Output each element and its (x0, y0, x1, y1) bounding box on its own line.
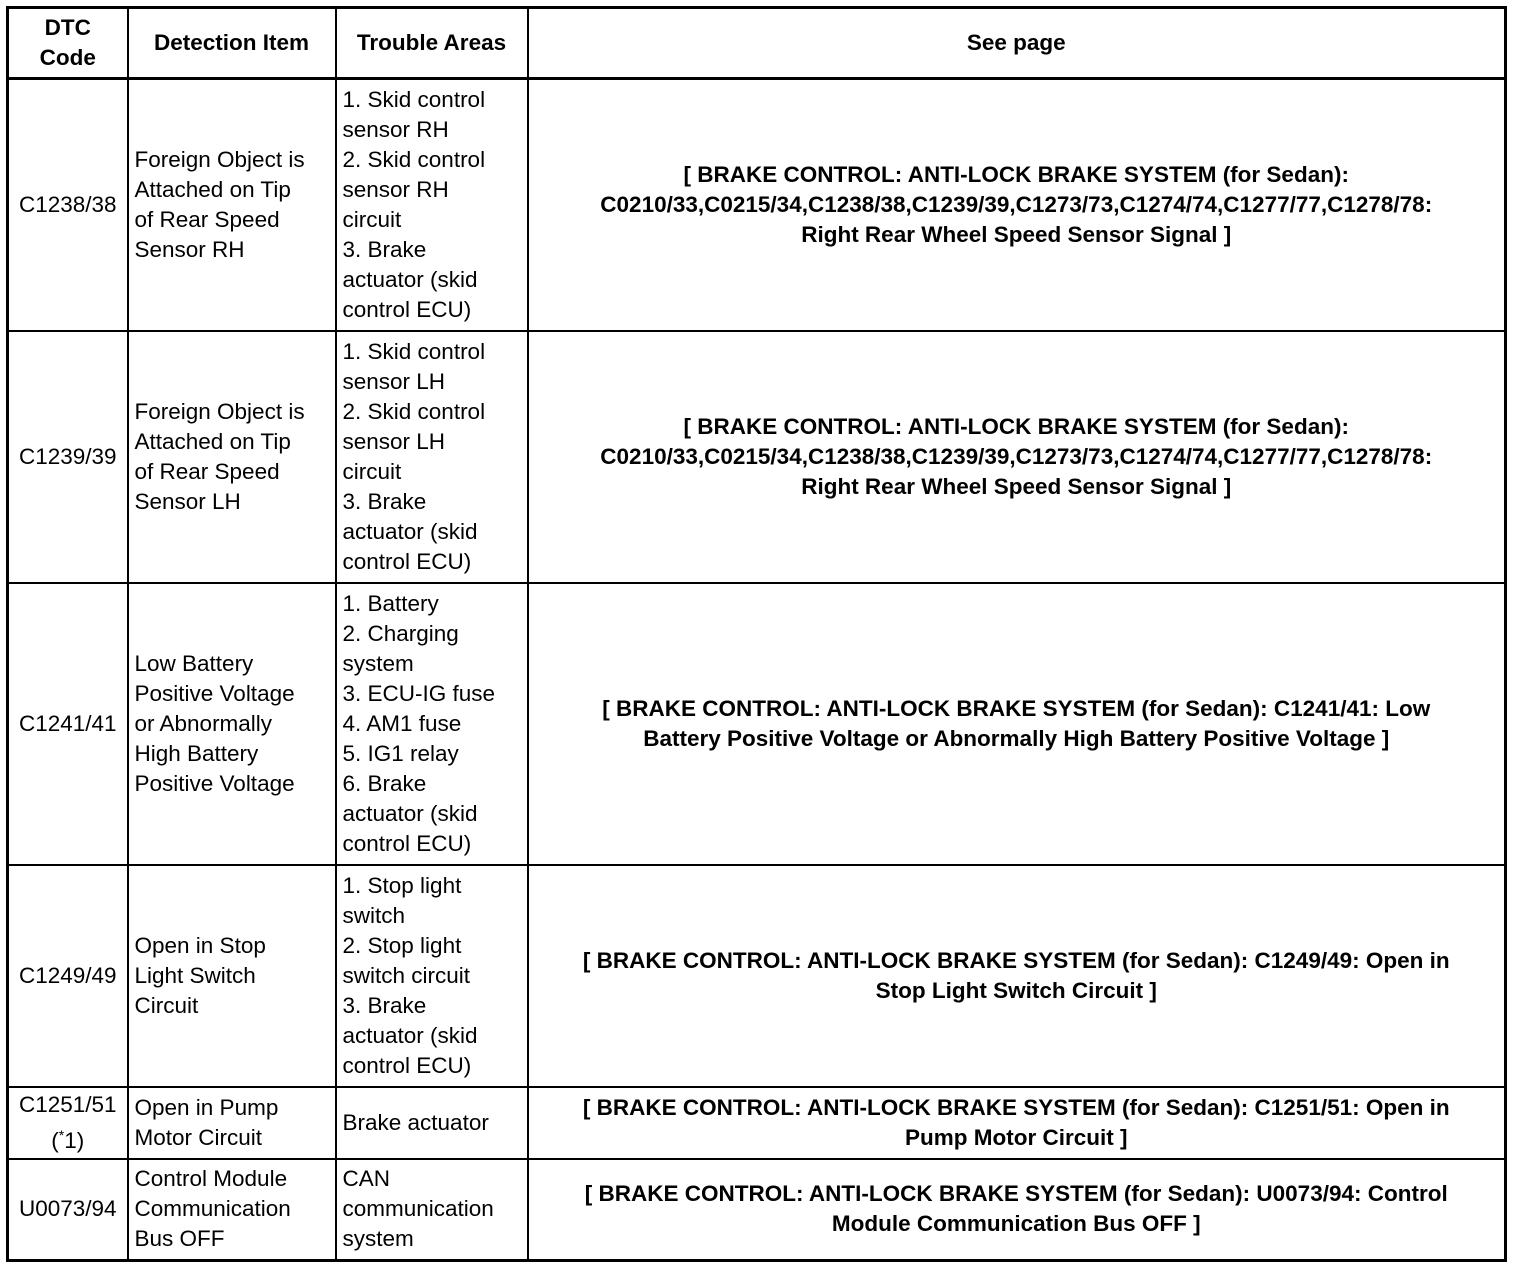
detection-item-line: Low Battery (134, 650, 254, 676)
detection-item (128, 331, 336, 583)
detection-item-line: of Rear Speed (134, 206, 280, 232)
see-page-link[interactable] (528, 1159, 1506, 1261)
dtc-code-value: C1251/51 (18, 1091, 117, 1117)
dtc-code: C1249/49 (8, 865, 128, 1087)
trouble-area-line: switch circuit (342, 962, 471, 988)
table-row (8, 1087, 1506, 1159)
dtc-code (8, 1087, 128, 1159)
detection-item (128, 865, 336, 1087)
see-page-line: Right Rear Wheel Speed Sensor Signal ] (801, 221, 1232, 247)
see-page-line: Right Rear Wheel Speed Sensor Signal ] (801, 473, 1232, 499)
see-page-line: [ BRAKE CONTROL: ANTI-LOCK BRAKE SYSTEM (for Sedan): C1241/41: Low (602, 695, 1431, 721)
trouble-area-line: Brake actuator (342, 1109, 489, 1135)
trouble-area-line: control ECU) (342, 548, 472, 574)
table-row (8, 583, 1506, 865)
trouble-area-line: actuator (skid (342, 800, 478, 826)
trouble-area-line: 2. Skid control (342, 146, 486, 172)
detection-item-line: Foreign Object is (134, 146, 305, 172)
detection-item (128, 1159, 336, 1261)
header-row (8, 8, 1506, 79)
detection-item-line: Open in Stop (134, 932, 266, 958)
trouble-area-line: sensor RH (342, 116, 449, 142)
trouble-area-line: actuator (skid (342, 1022, 478, 1048)
detection-item-line: or Abnormally (134, 710, 273, 736)
trouble-area-line: CAN (342, 1166, 391, 1192)
trouble-area-line: sensor LH (342, 368, 446, 394)
trouble-area-line: actuator (skid (342, 266, 478, 292)
detection-item-line: High Battery (134, 740, 259, 766)
trouble-area-line: actuator (skid (342, 518, 478, 544)
trouble-area-line: circuit (342, 206, 402, 232)
note-open: ( (51, 1127, 59, 1153)
dtc-code: U0073/94 (8, 1159, 128, 1261)
header-dtc-code (8, 8, 128, 79)
trouble-area-line: 2. Skid control (342, 398, 486, 424)
header-code-line: Code (39, 45, 96, 70)
see-page-line: Module Communication Bus OFF ] (831, 1211, 1201, 1237)
detection-item-line: Light Switch (134, 962, 256, 988)
table-row (8, 79, 1506, 331)
trouble-areas (336, 331, 528, 583)
detection-item-line: Control Module (134, 1166, 288, 1192)
detection-item-line: Positive Voltage (134, 770, 295, 796)
see-page-line: [ BRAKE CONTROL: ANTI-LOCK BRAKE SYSTEM (for Sedan): U0073/94: Control (584, 1181, 1448, 1207)
trouble-area-line: 3. Brake (342, 488, 427, 514)
detection-item-line: Attached on Tip (134, 428, 291, 454)
trouble-area-line: 2. Charging (342, 620, 459, 646)
trouble-area-line: 3. Brake (342, 992, 427, 1018)
trouble-area-line: system (342, 1226, 414, 1252)
trouble-areas (336, 865, 528, 1087)
note-rest: 1) (64, 1127, 85, 1153)
dtc-code-note (15, 1120, 121, 1156)
note-asterisk: * (58, 1126, 65, 1143)
see-page-line: C0210/33,C0215/34,C1238/38,C1239/39,C1273/73,C1274/74,C1277/77,C1278/78: (600, 443, 1433, 469)
trouble-area-line: 2. Stop light (342, 932, 462, 958)
see-page-line: Stop Light Switch Circuit ] (875, 977, 1157, 1003)
header-see-page: See page (528, 8, 1506, 79)
trouble-area-line: 3. ECU-IG fuse (342, 680, 496, 706)
see-page-line: [ BRAKE CONTROL: ANTI-LOCK BRAKE SYSTEM (for Sedan): C1249/49: Open in (582, 947, 1450, 973)
detection-item-line: Sensor RH (134, 236, 245, 262)
detection-item-line: Communication (134, 1196, 291, 1222)
see-page-line: [ BRAKE CONTROL: ANTI-LOCK BRAKE SYSTEM (for Sedan): (683, 161, 1349, 187)
trouble-area-line: sensor RH (342, 176, 449, 202)
trouble-area-line: 1. Skid control (342, 338, 486, 364)
dtc-code: C1241/41 (8, 583, 128, 865)
trouble-area-line: sensor LH (342, 428, 446, 454)
trouble-areas (336, 1159, 528, 1261)
trouble-area-line: 4. AM1 fuse (342, 710, 462, 736)
detection-item-line: of Rear Speed (134, 458, 280, 484)
table-row (8, 1159, 1506, 1261)
trouble-areas (336, 1087, 528, 1159)
table-row (8, 331, 1506, 583)
detection-item-line: Open in Pump (134, 1094, 279, 1120)
header-detection-item: Detection Item (128, 8, 336, 79)
detection-item-line: Circuit (134, 992, 199, 1018)
dtc-code: C1238/38 (8, 79, 128, 331)
see-page-link[interactable] (528, 865, 1506, 1087)
dtc-code: C1239/39 (8, 331, 128, 583)
detection-item (128, 79, 336, 331)
trouble-area-line: 6. Brake (342, 770, 427, 796)
see-page-line: Pump Motor Circuit ] (905, 1124, 1128, 1150)
trouble-area-line: system (342, 650, 414, 676)
header-trouble-areas: Trouble Areas (336, 8, 528, 79)
detection-item (128, 1087, 336, 1159)
header-code-line: DTC (44, 15, 91, 40)
see-page-link[interactable] (528, 583, 1506, 865)
detection-item-line: Bus OFF (134, 1226, 225, 1252)
see-page-line: [ BRAKE CONTROL: ANTI-LOCK BRAKE SYSTEM (for Sedan): C1251/51: Open in (582, 1094, 1450, 1120)
detection-item-line: Positive Voltage (134, 680, 295, 706)
detection-item-line: Sensor LH (134, 488, 241, 514)
trouble-area-line: switch (342, 902, 406, 928)
detection-item (128, 583, 336, 865)
trouble-area-line: control ECU) (342, 1052, 472, 1078)
trouble-area-line: 1. Skid control (342, 86, 486, 112)
trouble-area-line: 1. Stop light (342, 872, 462, 898)
trouble-areas (336, 583, 528, 865)
see-page-link[interactable] (528, 331, 1506, 583)
detection-item-line: Foreign Object is (134, 398, 305, 424)
detection-item-line: Motor Circuit (134, 1124, 263, 1150)
trouble-area-line: communication (342, 1196, 494, 1222)
trouble-area-line: control ECU) (342, 296, 472, 322)
see-page-link[interactable] (528, 1087, 1506, 1159)
see-page-link[interactable] (528, 79, 1506, 331)
trouble-areas (336, 79, 528, 331)
trouble-area-line: control ECU) (342, 830, 472, 856)
see-page-line: C0210/33,C0215/34,C1238/38,C1239/39,C1273/73,C1274/74,C1277/77,C1278/78: (600, 191, 1433, 217)
trouble-area-line: 3. Brake (342, 236, 427, 262)
trouble-area-line: 1. Battery (342, 590, 439, 616)
see-page-line: [ BRAKE CONTROL: ANTI-LOCK BRAKE SYSTEM (for Sedan): (683, 413, 1349, 439)
table-row (8, 865, 1506, 1087)
dtc-table (6, 6, 1507, 1262)
trouble-area-line: 5. IG1 relay (342, 740, 459, 766)
trouble-area-line: circuit (342, 458, 402, 484)
detection-item-line: Attached on Tip (134, 176, 291, 202)
see-page-line: Battery Positive Voltage or Abnormally High Battery Positive Voltage ] (643, 725, 1390, 751)
